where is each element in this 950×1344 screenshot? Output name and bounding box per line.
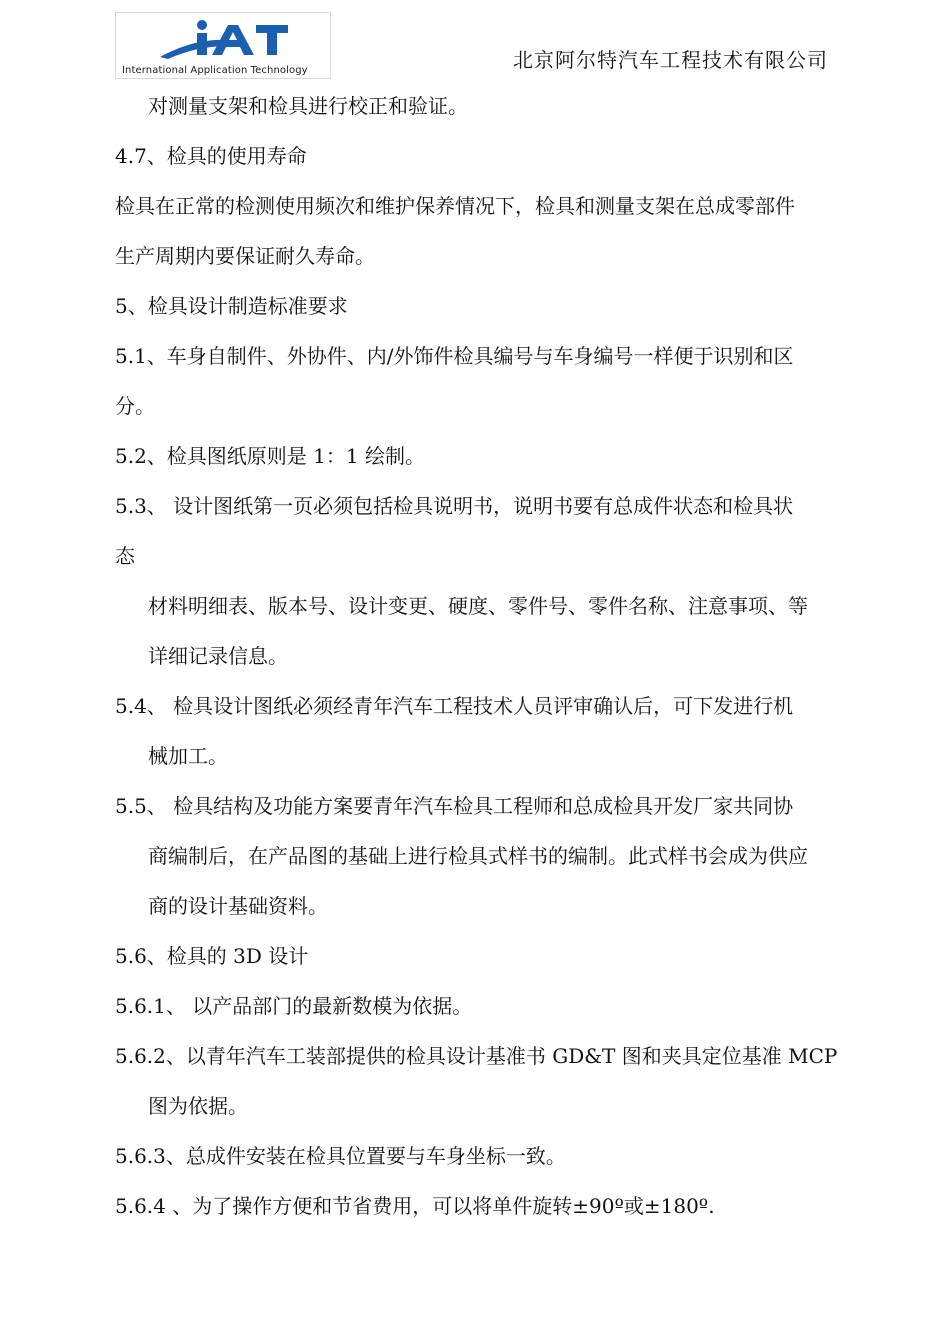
text-line: 商的设计基础资料。 <box>148 894 328 918</box>
text-line: 5.4、 检具设计图纸必须经青年汽车工程技术人员评审确认后，可下发进行机 <box>115 694 794 718</box>
text-line: 5.6.2、以青年汽车工装部提供的检具设计基准书 GD&T 图和夹具定位基准 MCP <box>115 1044 838 1068</box>
text-line: 械加工。 <box>148 744 228 768</box>
text-line: 商编制后，在产品图的基础上进行检具式样书的编制。此式样书会成为供应 <box>148 844 808 868</box>
text-line: 态 <box>115 544 135 568</box>
section-heading: 5、检具设计制造标准要求 <box>115 294 348 318</box>
iat-logo <box>115 12 331 79</box>
text-line: 5.6.1、 以产品部门的最新数模为依据。 <box>115 994 473 1018</box>
text-line: 5.3、 设计图纸第一页必须包括检具说明书，说明书要有总成件状态和检具状 <box>115 494 794 518</box>
text-line: 5.5、 检具结构及功能方案要青年汽车检具工程师和总成检具开发厂家共同协 <box>115 794 794 818</box>
logo-caption: International Application Technology <box>122 65 308 76</box>
text-line: 对测量支架和检具进行校正和验证。 <box>148 94 468 118</box>
text-line: 5.2、检具图纸原则是 1：1 绘制。 <box>115 444 425 468</box>
text-line: 5.1、车身自制件、外协件、内/外饰件检具编号与车身编号一样便于识别和区 <box>115 344 794 368</box>
text-line: 详细记录信息。 <box>148 644 288 668</box>
text-line: 材料明细表、版本号、设计变更、硬度、零件号、零件名称、注意事项、等 <box>148 594 808 618</box>
text-line: 5.6.3、总成件安装在检具位置要与车身坐标一致。 <box>115 1144 566 1168</box>
text-line: 5.6.4 、为了操作方便和节省费用，可以将单件旋转±90º或±180º. <box>115 1194 715 1218</box>
text-line: 图为依据。 <box>148 1094 248 1118</box>
text-line: 生产周期内要保证耐久寿命。 <box>115 244 375 268</box>
section-heading: 4.7、检具的使用寿命 <box>115 144 307 168</box>
text-line: 分。 <box>115 394 155 418</box>
section-heading: 5.6、检具的 3D 设计 <box>115 944 309 968</box>
company-name: 北京阿尔特汽车工程技术有限公司 <box>513 48 828 72</box>
text-line: 检具在正常的检测使用频次和维护保养情况下，检具和测量支架在总成零部件 <box>115 194 795 218</box>
iat-logo-mark <box>116 13 330 63</box>
